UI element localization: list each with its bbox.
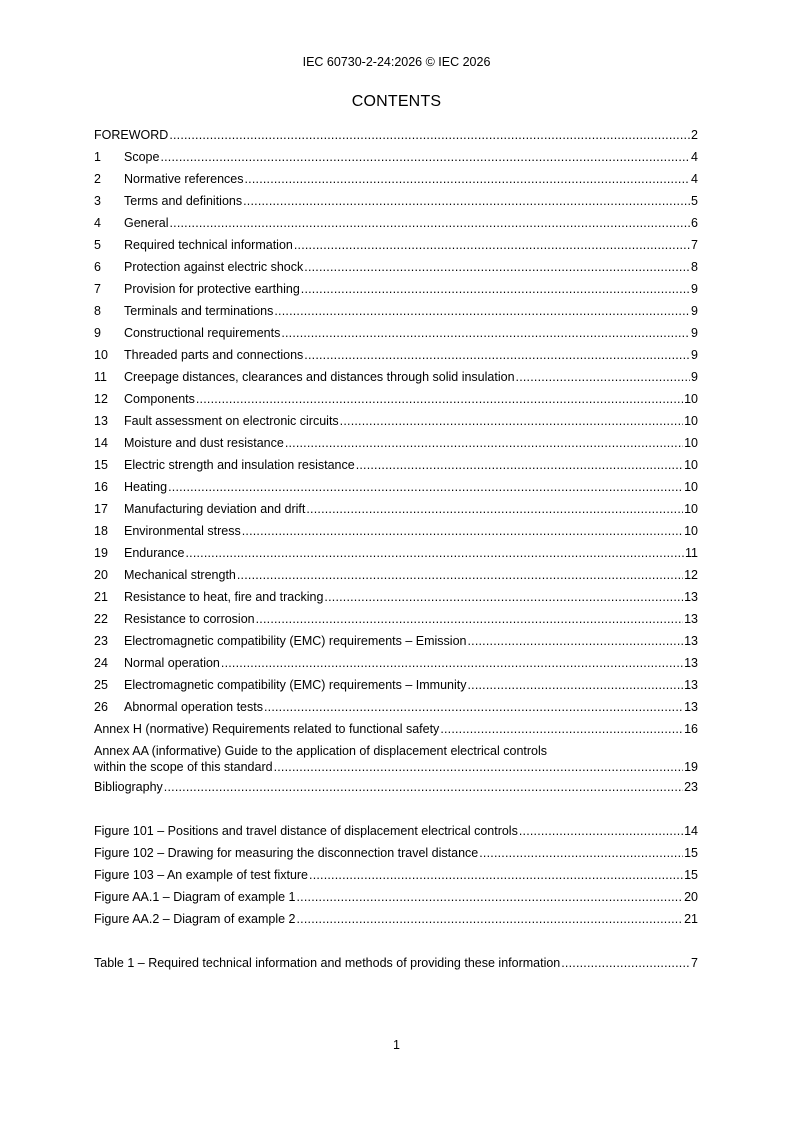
toc-entry[interactable]	[94, 498, 698, 520]
toc-entry[interactable]	[94, 366, 698, 388]
toc-entry[interactable]	[94, 278, 698, 300]
toc-entry[interactable]	[94, 212, 698, 234]
toc-entry[interactable]	[94, 842, 698, 864]
toc-leader-dots	[479, 842, 683, 864]
toc-entry[interactable]	[94, 908, 698, 930]
document-header: IEC 60730-2-24:2026 © IEC 2026	[302, 55, 491, 69]
toc-entry-number: 22	[94, 612, 108, 626]
toc-entry-bibliography[interactable]	[94, 776, 698, 798]
toc-entry-page: 10	[684, 414, 698, 428]
toc-entry[interactable]	[94, 952, 698, 974]
toc-entry[interactable]	[94, 652, 698, 674]
list-of-tables	[94, 952, 698, 974]
toc-entry-page: 13	[684, 590, 698, 604]
toc-entry-number: 16	[94, 480, 108, 494]
toc-entry-number: 26	[94, 700, 108, 714]
toc-entry[interactable]	[94, 886, 698, 908]
toc-entry-page: 9	[691, 348, 698, 362]
toc-entry-label: Required technical information	[124, 238, 293, 252]
toc-entry[interactable]	[94, 674, 698, 696]
toc-entry[interactable]	[94, 864, 698, 886]
toc-entry-label: Heating	[124, 480, 168, 494]
toc-entry-label: General	[124, 216, 169, 230]
toc-entry-number: 2	[94, 172, 101, 186]
toc-leader-dots	[221, 652, 683, 674]
toc-entry-label: Terminals and terminations	[124, 304, 274, 318]
toc-entry-page: 11	[685, 546, 698, 560]
toc-entry-page: 13	[684, 700, 698, 714]
toc-leader-dots	[561, 952, 690, 974]
toc-entry[interactable]	[94, 124, 698, 146]
toc-leader-dots	[519, 820, 683, 842]
toc-leader-dots	[164, 776, 683, 798]
list-of-figures	[94, 820, 698, 930]
toc-entry[interactable]	[94, 256, 698, 278]
toc-entry-number: 18	[94, 524, 108, 538]
toc-entry-page: 7	[691, 956, 698, 970]
toc-entry-page: 2	[691, 128, 698, 142]
toc-entry[interactable]	[94, 586, 698, 608]
toc-entry-page: 13	[684, 634, 698, 648]
toc-entry-number: 15	[94, 458, 108, 472]
toc-entry-page: 10	[684, 458, 698, 472]
toc-leader-dots	[245, 168, 691, 190]
toc-leader-dots	[309, 864, 683, 886]
table-of-contents	[94, 124, 698, 974]
toc-leader-dots	[274, 300, 690, 322]
toc-entry-label: Normal operation	[124, 656, 220, 670]
toc-entry-number: 11	[94, 370, 107, 384]
toc-leader-dots	[237, 564, 683, 586]
toc-entry-page: 9	[691, 304, 698, 318]
toc-entry[interactable]	[94, 520, 698, 542]
toc-entry-page: 10	[684, 436, 698, 450]
toc-entry[interactable]	[94, 234, 698, 256]
toc-entry-label: Endurance	[124, 546, 185, 560]
toc-entry-number: 10	[94, 348, 108, 362]
toc-entry-label: Environmental stress	[124, 524, 241, 538]
toc-entry-label: Figure AA.2 – Diagram of example 2	[94, 912, 296, 926]
toc-entry[interactable]	[94, 168, 698, 190]
toc-leader-dots	[340, 410, 683, 432]
toc-entry[interactable]	[94, 608, 698, 630]
toc-entry[interactable]	[94, 190, 698, 212]
toc-leader-dots	[294, 234, 690, 256]
toc-entry-page: 12	[684, 568, 698, 582]
toc-entry[interactable]	[94, 410, 698, 432]
toc-entry-label: Electromagnetic compatibility (EMC) requirements – Immunity	[124, 678, 467, 692]
toc-entry-label: Bibliography	[94, 780, 163, 794]
toc-entry-number: 9	[94, 326, 101, 340]
page-number: 1	[393, 1038, 400, 1052]
toc-entry-label: Terms and definitions	[124, 194, 243, 208]
toc-entry-label: Normative references	[124, 172, 244, 186]
toc-leader-dots	[301, 278, 690, 300]
toc-entry-number: 3	[94, 194, 101, 208]
toc-leader-dots	[306, 498, 683, 520]
toc-entry[interactable]	[94, 388, 698, 410]
toc-entry-label: Constructional requirements	[124, 326, 281, 340]
toc-entry[interactable]	[94, 820, 698, 842]
toc-leader-dots	[467, 630, 683, 652]
toc-entry-page: 15	[684, 846, 698, 860]
toc-leader-dots	[304, 256, 690, 278]
toc-leader-dots	[324, 586, 683, 608]
toc-entry[interactable]	[94, 432, 698, 454]
toc-leader-dots	[264, 696, 683, 718]
spacer	[94, 798, 698, 820]
toc-entry-page: 4	[691, 150, 698, 164]
toc-entry-number: 24	[94, 656, 108, 670]
toc-entry-page: 10	[684, 502, 698, 516]
toc-entry-number: 14	[94, 436, 108, 450]
toc-entry[interactable]	[94, 476, 698, 498]
toc-entry-page: 5	[691, 194, 698, 208]
toc-entry-label: Resistance to heat, fire and tracking	[124, 590, 324, 604]
toc-entry[interactable]	[94, 718, 698, 740]
toc-entry-label: Table 1 – Required technical information and methods of providing these information	[94, 956, 561, 970]
toc-entry-page: 23	[684, 780, 698, 794]
toc-entry-number: 12	[94, 392, 108, 406]
toc-entry-number: 1	[94, 150, 101, 164]
toc-leader-dots	[297, 908, 684, 930]
toc-entry-label: Figure 101 – Positions and travel distance of displacement electrical controls	[94, 824, 518, 838]
toc-leader-dots	[243, 190, 690, 212]
toc-entry-page: 13	[684, 656, 698, 670]
toc-entry-number: 19	[94, 546, 108, 560]
toc-entry-page: 6	[691, 216, 698, 230]
toc-entry-label: Annex AA (informative) Guide to the application of displacement electrical controls	[94, 744, 548, 758]
toc-entry-page: 9	[691, 326, 698, 340]
toc-entry[interactable]	[94, 542, 698, 564]
toc-leader-dots	[467, 674, 683, 696]
toc-entry-label: Scope	[124, 150, 160, 164]
toc-entry-number: 21	[94, 590, 108, 604]
toc-entry-page: 9	[691, 282, 698, 296]
toc-entry-label: Fault assessment on electronic circuits	[124, 414, 339, 428]
toc-leader-dots	[304, 344, 690, 366]
toc-entry-page: 13	[684, 612, 698, 626]
toc-entry-label: Mechanical strength	[124, 568, 236, 582]
toc-entry-number: 23	[94, 634, 108, 648]
toc-clause-list	[94, 124, 698, 740]
toc-entry-page: 4	[691, 172, 698, 186]
page-title: CONTENTS	[351, 93, 442, 110]
toc-entry-label: Manufacturing deviation and drift	[124, 502, 306, 516]
toc-entry-number: 8	[94, 304, 101, 318]
toc-entry-label: Provision for protective earthing	[124, 282, 300, 296]
toc-leader-dots	[516, 366, 691, 388]
toc-entry-number: 13	[94, 414, 108, 428]
toc-entry-number: 17	[94, 502, 108, 516]
toc-entry-page: 20	[684, 890, 698, 904]
toc-leader-dots	[185, 542, 684, 564]
toc-leader-dots	[285, 432, 683, 454]
toc-leader-dots	[160, 146, 690, 168]
toc-entry-page: 16	[684, 722, 698, 736]
toc-leader-dots	[196, 388, 683, 410]
spacer	[94, 930, 698, 952]
toc-entry[interactable]	[94, 454, 698, 476]
toc-entry-label: Abnormal operation tests	[124, 700, 263, 714]
toc-entry-label: Figure 103 – An example of test fixture	[94, 868, 309, 882]
toc-leader-dots	[281, 322, 690, 344]
toc-entry-label: Electric strength and insulation resistance	[124, 458, 355, 472]
toc-entry-number: 20	[94, 568, 108, 582]
toc-entry-label: Annex H (normative) Requirements related to functional safety	[94, 722, 440, 736]
toc-entry-label: FOREWORD	[94, 128, 169, 142]
toc-entry-label: Resistance to corrosion	[124, 612, 255, 626]
toc-entry-page: 10	[684, 524, 698, 538]
toc-leader-dots	[169, 212, 690, 234]
toc-entry-label: Components	[124, 392, 195, 406]
toc-entry[interactable]	[94, 300, 698, 322]
toc-entry-label: Figure 102 – Drawing for measuring the disconnection travel distance	[94, 846, 479, 860]
toc-entry-page: 13	[684, 678, 698, 692]
toc-entry-page: 9	[691, 370, 698, 384]
toc-entry[interactable]	[94, 696, 698, 718]
toc-entry[interactable]	[94, 322, 698, 344]
toc-entry-page: 10	[684, 480, 698, 494]
toc-entry-label: Figure AA.1 – Diagram of example 1	[94, 890, 296, 904]
toc-leader-dots	[169, 124, 690, 146]
toc-entry-label: Moisture and dust resistance	[124, 436, 284, 450]
toc-entry-page: 21	[684, 912, 698, 926]
toc-entry-page: 7	[691, 238, 698, 252]
toc-leader-dots	[356, 454, 683, 476]
toc-entry-number: 6	[94, 260, 101, 274]
toc-entry-label: Protection against electric shock	[124, 260, 304, 274]
toc-entry-label-continued: within the scope of this standard	[94, 760, 273, 774]
toc-entry[interactable]	[94, 564, 698, 586]
toc-entry-page: 19	[684, 760, 698, 774]
toc-entry-page: 10	[684, 392, 698, 406]
toc-entry-number: 25	[94, 678, 108, 692]
toc-leader-dots	[242, 520, 683, 542]
toc-leader-dots	[297, 886, 684, 908]
toc-leader-dots	[440, 718, 683, 740]
toc-entry-label: Electromagnetic compatibility (EMC) requirements – Emission	[124, 634, 467, 648]
toc-entry-number: 7	[94, 282, 101, 296]
toc-entry-page: 8	[691, 260, 698, 274]
toc-leader-dots	[256, 608, 683, 630]
toc-entry[interactable]	[94, 344, 698, 366]
toc-entry[interactable]	[94, 146, 698, 168]
toc-entry-page: 15	[684, 868, 698, 882]
toc-leader-dots	[168, 476, 683, 498]
toc-entry-page: 14	[684, 824, 698, 838]
toc-entry-number: 4	[94, 216, 101, 230]
toc-leader-dots	[274, 759, 684, 775]
toc-entry[interactable]	[94, 630, 698, 652]
toc-entry-number: 5	[94, 238, 101, 252]
toc-entry-label: Creepage distances, clearances and distances through solid insulation	[124, 370, 515, 384]
toc-entry-label: Threaded parts and connections	[124, 348, 304, 362]
toc-entry-annex-aa[interactable]	[94, 740, 698, 776]
